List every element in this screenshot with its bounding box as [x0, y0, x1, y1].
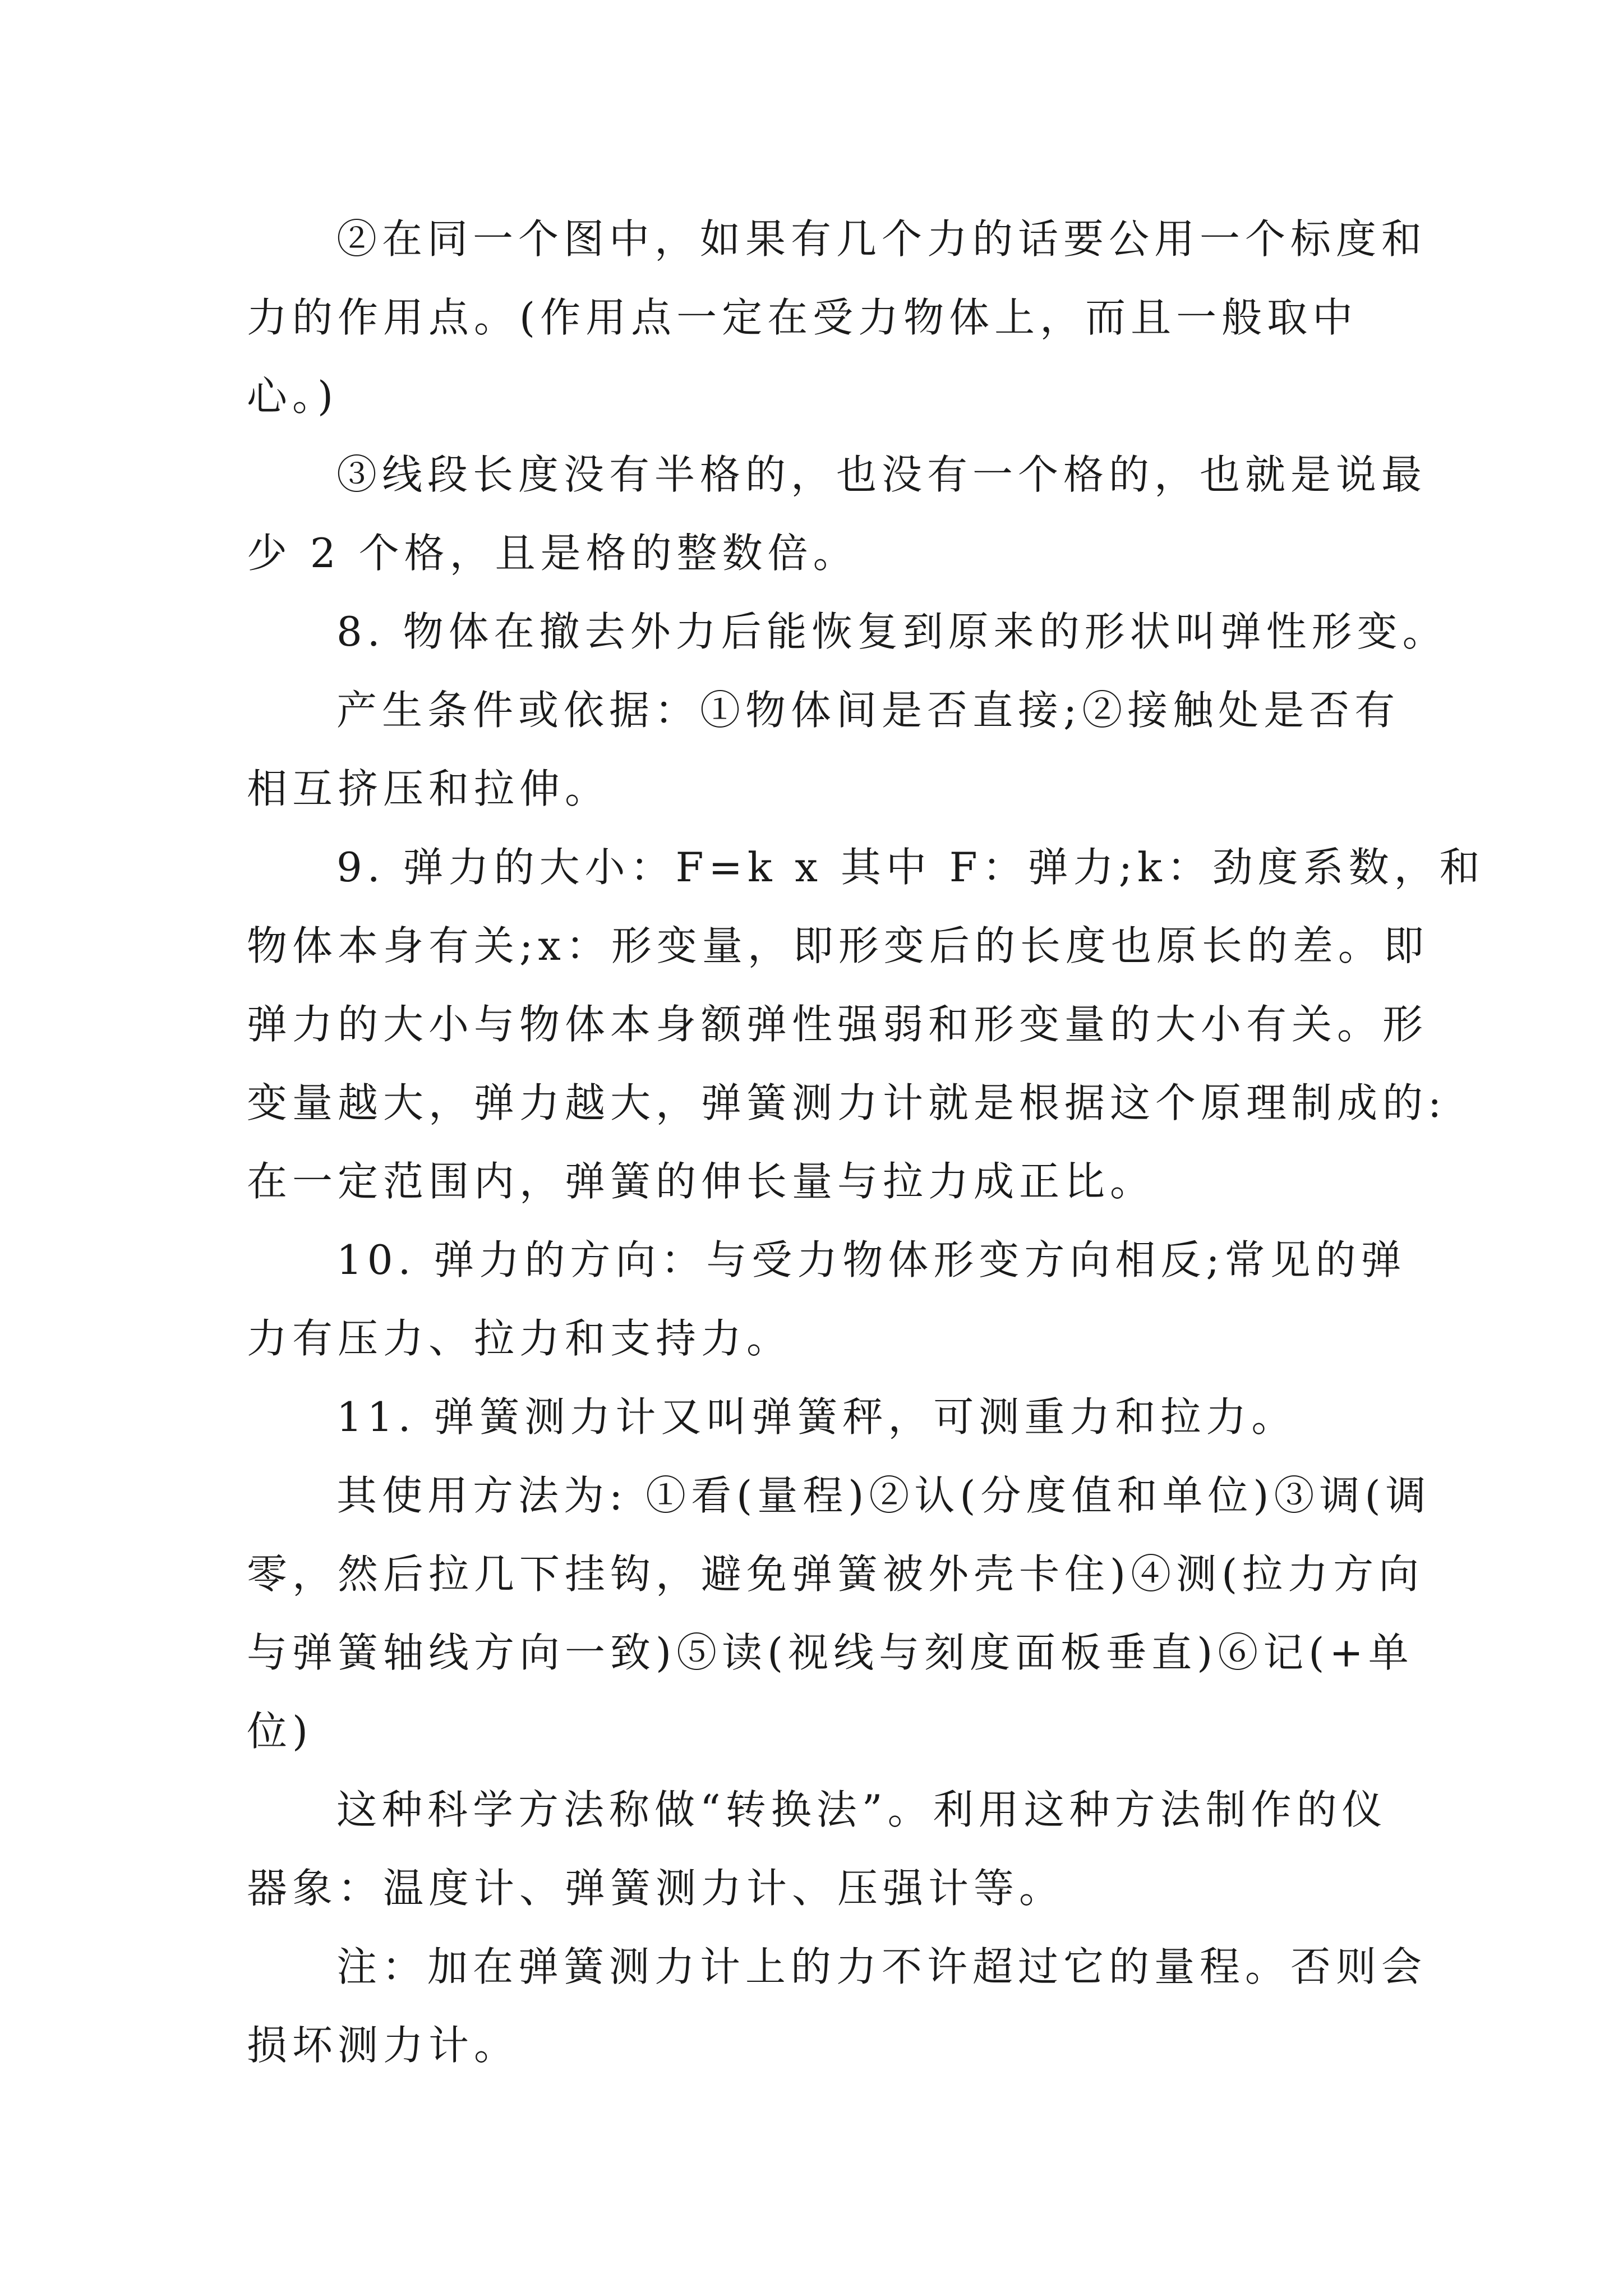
- text-line: 与弹簧轴线方向一致)⑤读(视线与刻度面板垂直)⑥记(+单: [247, 1629, 1414, 1676]
- text-line: 少 2 个格，且是格的整数倍。: [247, 530, 859, 577]
- text-line: 相互挤压和拉伸。: [247, 765, 611, 812]
- text-line: 在一定范围内，弹簧的伸长量与拉力成正比。: [247, 1158, 1156, 1205]
- text-line: 11. 弹簧测力计又叫弹簧秤，可测重力和拉力。: [336, 1393, 1297, 1441]
- text-line: 注：加在弹簧测力计上的力不许超过它的量程。否则会: [336, 1943, 1427, 1990]
- text-line: 物体本身有关;x：形变量，即形变后的长度也原长的差。即: [247, 922, 1429, 969]
- text-line: 其使用方法为: ①看(量程)②认(分度值和单位)③调(调: [336, 1472, 1431, 1519]
- text-line: 8. 物体在撤去外力后能恢复到原来的形状叫弹性形变。: [336, 608, 1448, 655]
- text-line: 力有压力、拉力和支持力。: [247, 1315, 792, 1362]
- text-line: 心。): [247, 372, 339, 420]
- text-line: 弹力的大小与物体本身额弹性强弱和形变量的大小有关。形: [247, 1001, 1428, 1048]
- text-line: 损坏测力计。: [247, 2022, 520, 2069]
- text-line: 这种科学方法称做“转换法”。利用这种方法制作的仪: [336, 1786, 1387, 1833]
- text-line: 零，然后拉几下挂钩，避免弹簧被外壳卡住)④测(拉力方向: [247, 1550, 1424, 1598]
- text-line: 变量越大，弹力越大，弹簧测力计就是根据这个原理制成的:: [247, 1079, 1447, 1126]
- text-line: ②在同一个图中，如果有几个力的话要公用一个标度和: [336, 215, 1427, 263]
- text-line: 位): [247, 1708, 313, 1755]
- text-line: ③线段长度没有半格的，也没有一个格的，也就是说最: [336, 451, 1427, 498]
- text-line: 产生条件或依据：①物体间是否直接;②接触处是否有: [336, 687, 1400, 734]
- text-line: 器象：温度计、弹簧测力计、压强计等。: [247, 1865, 1065, 1912]
- text-line: 9. 弹力的大小：F=k x 其中 F：弹力;k：劲度系数，和: [336, 844, 1485, 891]
- text-line: 10. 弹力的方向：与受力物体形变方向相反;常见的弹: [336, 1236, 1407, 1283]
- text-line: 力的作用点。(作用点一定在受力物体上，而且一般取中: [247, 294, 1358, 341]
